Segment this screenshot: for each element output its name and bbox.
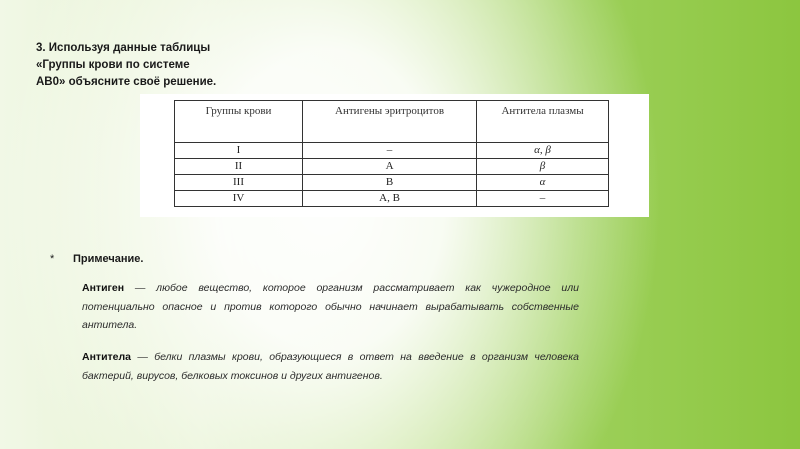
cell-antibodies: α, β — [477, 143, 609, 159]
note-title: Примечание. — [73, 253, 144, 265]
cell-group: III — [175, 175, 303, 191]
cell-antigens: – — [303, 143, 477, 159]
table-header-row — [175, 101, 609, 143]
table-row — [175, 175, 609, 191]
blood-groups-table-image — [140, 94, 649, 217]
header-blood-groups: Группы крови — [175, 101, 303, 143]
antigen-term: Антиген — [82, 282, 125, 294]
antigen-definition — [82, 279, 579, 335]
cell-antibodies: β — [477, 159, 609, 175]
header-erythrocyte-antigens: Антигены эритроцитов — [303, 101, 477, 143]
task-line-1: 3. Используя данные таблицы — [36, 42, 211, 54]
task-text — [36, 40, 336, 91]
cell-group: I — [175, 143, 303, 159]
antibody-definition — [82, 348, 579, 385]
cell-group: II — [175, 159, 303, 175]
cell-antigens: А, В — [303, 191, 477, 207]
blood-groups-table — [174, 100, 609, 207]
note-bullet: * — [50, 253, 55, 265]
table-row — [175, 159, 609, 175]
task-line-2: «Группы крови по системе — [36, 59, 190, 71]
task-line-3: АВ0» объясните своё решение. — [36, 76, 217, 88]
cell-antigens: В — [303, 175, 477, 191]
antigen-text: — любое вещество, которое организм рассматривает как чужеродное или потенциально опасное и против которого обычно начинает вырабатывать собственные антитела. — [82, 282, 579, 331]
table-row — [175, 191, 609, 207]
cell-group: IV — [175, 191, 303, 207]
antibody-term: Антитела — [82, 351, 132, 363]
table-row — [175, 143, 609, 159]
cell-antibodies: – — [477, 191, 609, 207]
cell-antigens: А — [303, 159, 477, 175]
cell-antibodies: α — [477, 175, 609, 191]
antibody-text: — белки плазмы крови, образующиеся в ответ на введение в организм человека бактерий, вирусов, белковых токсинов и других антигенов. — [82, 351, 579, 382]
header-plasma-antibodies: Антитела плазмы — [477, 101, 609, 143]
